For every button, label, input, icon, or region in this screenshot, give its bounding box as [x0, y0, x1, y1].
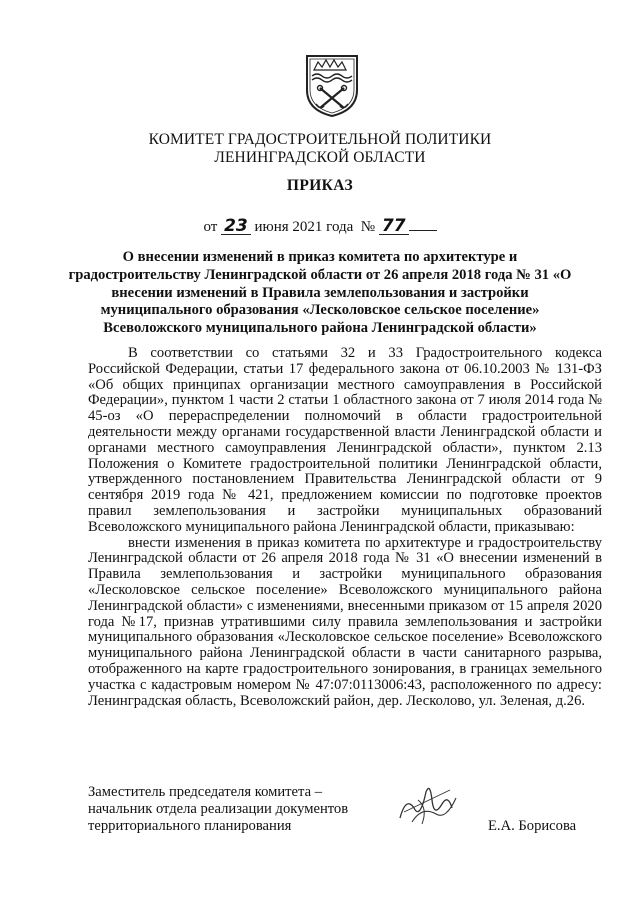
position-line3: территориального планирования [88, 818, 292, 834]
order-date-line [0, 218, 640, 236]
order-body [88, 346, 602, 709]
handwritten-day: 23 [221, 218, 251, 235]
handwritten-order-number: 77 [379, 218, 409, 235]
signatory-position [88, 784, 348, 835]
signatory-name: Е.А. Борисова [488, 818, 577, 834]
document-type-title: ПРИКАЗ [286, 177, 354, 194]
order-subject: О внесении изменений в приказ комитета по архитектуре и градостроительству Ленинградской области от 26 апреля 2018 года № 31 «О внесении изменений в Правила землепользования и застройки муниципального образования «Лесколовское сельское поселение» Всеволожского муниципального района Ленинградской области» [68, 249, 572, 337]
position-line1: Заместитель председателя комитета – [88, 784, 322, 800]
org-name-line2: ЛЕНИНГРАДСКОЙ ОБЛАСТИ [214, 149, 426, 166]
date-prefix: от [203, 219, 218, 235]
coat-of-arms-icon [304, 52, 360, 118]
order-number-label: № [360, 219, 376, 235]
body-paragraph-basis: В соответствии со статьями 32 и 33 Градостроительного кодекса Российской Федерации, статьи 17 федерального закона от 06.10.2003 № 131-ФЗ «Об общих принципах организации местного самоуправления в Российской Федерации», пунктом 1 части 2 статьи 1 областного закона от 7 июля 2014 года № 45-оз «О перераспределении полномочий в области градостроительной деятельности между органами государственной власти Ленинградской области и органами местного самоуправления Ленинградской области», пунктом 2.13 Положения о Комитете градостроительной политики Ленинградской области, утвержденного постановлением Правительства Ленинградской области от 9 сентября 2019 года № 421, предложением комиссии по подготовке проектов правил землепользования и застройки муниципальных образований Всеволожского муниципального района Ленинградской области, приказываю: [88, 345, 602, 535]
position-line2: начальник отдела реализации документов [88, 801, 349, 817]
number-underline [409, 218, 437, 231]
handwritten-signature [392, 778, 462, 832]
body-paragraph-decision: внести изменения в приказ комитета по архитектуре и градостроительству Ленинградской области от 26 апреля 2018 года № 31 «О внесении изменений в Правила землепользования и застройки муниципального образования «Лесколовское сельское поселение» Всеволожского муниципального района Ленинградской области» с изменениями, внесенными приказом от 15 апреля 2020 года №17, признав утратившими силу правила землепользования и застройки муниципального образования «Лесколовское сельское поселение» Всеволожского муниципального района Ленинградской области в части санитарного разрыва, отображенного на карте градостроительного зонирования, в границах земельного участка с кадастровым номером № 47:07:0113006:43, расположенного по адресу: Ленинградская область, Всеволожский район, дер. Лесколово, ул. Зеленая, д.26. [88, 534, 602, 709]
date-month-year: июня 2021 года [254, 219, 354, 235]
org-name-line1: КОМИТЕТ ГРАДОСТРОИТЕЛЬНОЙ ПОЛИТИКИ [148, 131, 492, 148]
